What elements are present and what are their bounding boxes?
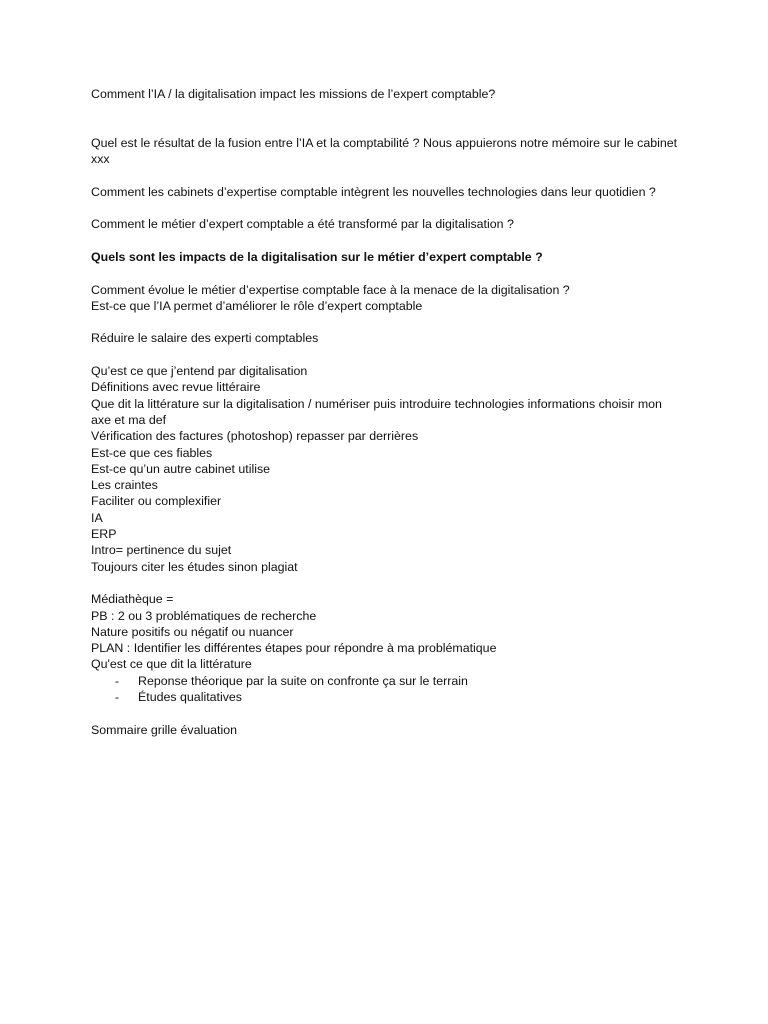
method-line: PLAN : Identifier les différentes étapes pour répondre à ma problématique (91, 641, 497, 656)
note-line: Est-ce que ces fiables (91, 445, 213, 460)
question-fusion: Quel est le résultat de la fusion entre l’IA et la comptabilité ? Nous appuierons notre mémoire sur le cabinet xxx (91, 135, 678, 167)
note-line: Intro= pertinence du sujet (91, 543, 232, 558)
footer-note: Sommaire grille évaluation (91, 722, 238, 737)
note-line: IA (91, 510, 103, 525)
question-cabinets: Comment les cabinets d’expertise comptable intègrent les nouvelles technologies dans leur quotidien ? (91, 184, 656, 199)
note-line: ERP (91, 527, 117, 542)
bullet-item (91, 673, 681, 689)
spacer (91, 200, 681, 216)
note-line: Que dit la littérature sur la digitalisation / numériser puis introduire technologies informations choisir mon axe et ma def (91, 396, 662, 427)
note-line: Vérification des factures (photoshop) repasser par derrières (91, 429, 419, 444)
bullet-text: Études qualitatives (138, 689, 243, 704)
note-line: Est-ce qu’un autre cabinet utilise (91, 461, 271, 476)
spacer (91, 705, 681, 721)
bullet-item (91, 689, 681, 705)
spacer (91, 575, 681, 591)
spacer (91, 347, 681, 363)
note-line: Toujours citer les études sinon plagiat (91, 559, 298, 574)
spacer (91, 102, 681, 135)
note-salaire: Réduire le salaire des experti comptables (91, 331, 319, 346)
method-line: Qu'est ce que dit la littérature (91, 657, 252, 672)
spacer (91, 167, 681, 183)
spacer (91, 314, 681, 330)
spacer (91, 265, 681, 281)
note-line: Faciliter ou complexifier (91, 494, 222, 509)
note-line: Les craintes (91, 478, 158, 493)
document-page (91, 86, 681, 738)
question-metier-transforme: Comment le métier d’expert comptable a été transformé par la digitalisation ? (91, 217, 514, 232)
method-line: Nature positifs ou négatif ou nuancer (91, 624, 294, 639)
title-question: Comment l’IA / la digitalisation impact les missions de l’expert comptable? (91, 87, 496, 101)
question-evolution: Comment évolue le métier d’expertise comptable face à la menace de la digitalisation ? (91, 282, 570, 297)
method-line: Médiathèque = (91, 592, 174, 607)
spacer (91, 233, 681, 249)
note-line: Définitions avec revue littéraire (91, 380, 261, 395)
bullet-marker: - (115, 673, 120, 688)
note-line: Qu’est ce que j’entend par digitalisation (91, 364, 308, 379)
bullet-text: Reponse théorique par la suite on confronte ça sur le terrain (138, 673, 468, 688)
bullet-list (91, 673, 681, 706)
question-ia-role: Est-ce que l’IA permet d’améliorer le rôle d’expert comptable (91, 298, 423, 313)
method-line: PB : 2 ou 3 problématiques de recherche (91, 608, 317, 623)
bullet-marker: - (115, 689, 120, 704)
question-impacts-bold: Quels sont les impacts de la digitalisation sur le métier d’expert comptable ? (91, 249, 543, 264)
